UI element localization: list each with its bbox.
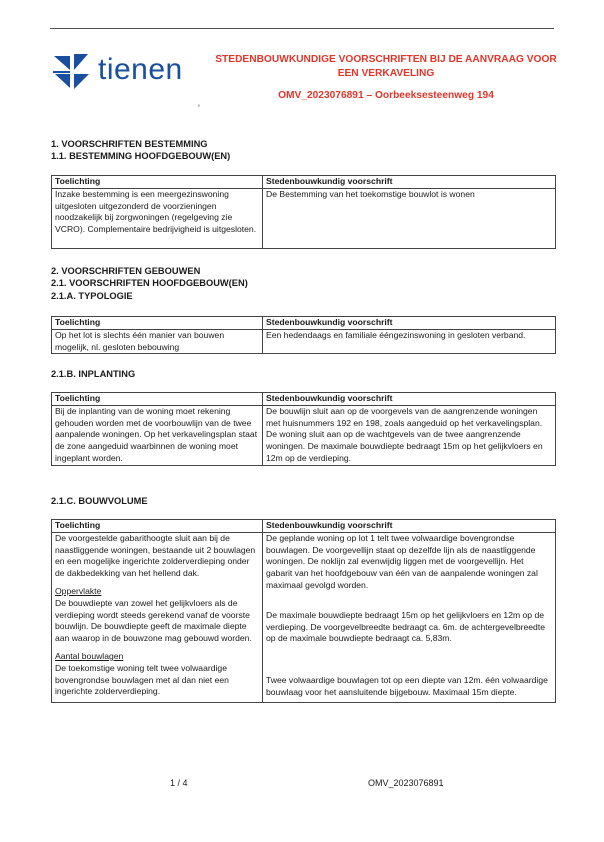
column-header-toelichting: Toelichting [52,317,263,330]
gabarit-text: De voorgestelde gabarithoogte sluit aan bij de naastliggende woningen, bestaande uit 2 bouwlagen en een mogelijke ingerichte zolderverdieping onder de dakbedekking van het hellend dak. [55,532,256,579]
stray-mark: ‘ [198,103,200,113]
section-heading: 1. VOORSCHRIFTEN BESTEMMING [51,139,208,149]
oppervlakte-title: Oppervlakte [55,585,102,596]
column-header-voorschrift: Stedenbouwkundig voorschrift [263,393,556,406]
footer-reference: OMV_2023076891 [368,778,444,788]
logo-text: tienen [98,53,183,86]
page-number: 1 / 4 [170,778,188,788]
column-header-voorschrift: Stedenbouwkundig voorschrift [263,520,556,533]
gabarit-voorschrift: De geplande woning op lot 1 telt twee volwaardige bovengrondse bouwlagen. De voorgevellijn staat op dezelfde lijn als de naastliggende woningen. De noklijn zal evenwijdig liggen met de voorgevellijn. Het gabarit van het hoofdgebouw van één van de aanpalende woningen zal maximaal gevolgd worden. [266,532,538,590]
column-header-voorschrift: Stedenbouwkundig voorschrift [263,317,556,330]
section-subsubheading: 2.1.A. TYPOLOGIE [51,291,133,301]
cell-toelichting: Op het lot is slechts één manier van bouwen mogelijk, nl. gesloten bebouwing [52,329,263,354]
tienen-star-logo [51,52,95,92]
bouwlagen-text: De toekomstige woning telt twee volwaardige bovengrondse bouwlagen met al dan niet een ingerichte zolderverdieping. [55,662,229,697]
cell-toelichting: Inzake bestemming is een meergezinswoning uitgesloten uitgezonderd de voorzieningen noodzakelijk bij zorgwoningen (regelgeving zie VCRO). Complementaire bedrijvigheid is uitgesloten. [52,188,263,248]
table-bestemming [51,175,556,249]
oppervlakte-text: De bouwdiepte van zowel het gelijkvloers als de verdieping wordt steeds gerekend vanaf de voorste bouwlijn. De bouwdiepte geeft de maximale diepte aan waarop in de bouwzone mag gebouwd worden. [55,597,252,644]
column-header-toelichting: Toelichting [52,393,263,406]
section-heading: 2.1.C. BOUWVOLUME [51,496,148,506]
oppervlakte-voorschrift: De maximale bouwdiepte bedraagt 15m op het gelijkvloers en 12m op de verdieping. De voorgevelbreedte bedraagt ca. 6m. de achtergevelbreedte op de maximale bouwdiepte bedraagt ca. 5,83m. [266,609,545,644]
cell-toelichting [52,532,263,702]
top-rule [50,28,554,29]
section-heading: 2.1.B. INPLANTING [51,369,136,379]
cell-toelichting: Bij de inplanting van de woning moet rekening gehouden worden met de voorbouwlijn van de twee aanpalende woningen. Op het verkavelingsplan staat de zone aangeduid waarbinnen de woning moet ingeplant worden. [52,405,263,465]
section-subheading: 2.1. VOORSCHRIFTEN HOOFDGEBOUW(EN) [51,278,248,288]
section-heading: 2. VOORSCHRIFTEN GEBOUWEN [51,266,201,276]
column-header-toelichting: Toelichting [52,176,263,189]
table-inplanting [51,392,556,466]
cell-voorschrift: De Bestemming van het toekomstige bouwlot is wonen [263,188,556,248]
document-subtitle: OMV_2023076891 – Oorbeeksesteenweg 194 [278,90,494,101]
table-bouwvolume [51,519,556,703]
section-subheading: 1.1. BESTEMMING HOOFDGEBOUW(EN) [51,151,231,161]
cell-voorschrift: De bouwlijn sluit aan op de voorgevels van de aangrenzende woningen met huisnummers 192 en 198, zoals aangeduid op het verkavelingsplan. De woning sluit aan op de wachtgevels van de twee aangrenzende woningen. De maximale bouwdiepte bedraagt 15m op het gelijkvloers en 12m op de verdieping. [263,405,556,465]
column-header-voorschrift: Stedenbouwkundig voorschrift [263,176,556,189]
table-typologie [51,316,556,354]
document-title: STEDENBOUWKUNDIGE VOORSCHRIFTEN BIJ DE AANVRAAG VOOR EEN VERKAVELING [215,54,557,79]
bouwlagen-voorschrift: Twee volwaardige bouwlagen tot op een diepte van 12m. één volwaardige bouwlaag voor het aansluitende bijgebouw. Maximaal 15m diepte. [266,675,548,697]
column-header-toelichting: Toelichting [52,520,263,533]
cell-voorschrift [263,532,556,702]
bouwlagen-title: Aantal bouwlagen [55,650,124,661]
cell-voorschrift: Een hedendaags en familiale ééngezinswoning in gesloten verband. [263,329,556,354]
